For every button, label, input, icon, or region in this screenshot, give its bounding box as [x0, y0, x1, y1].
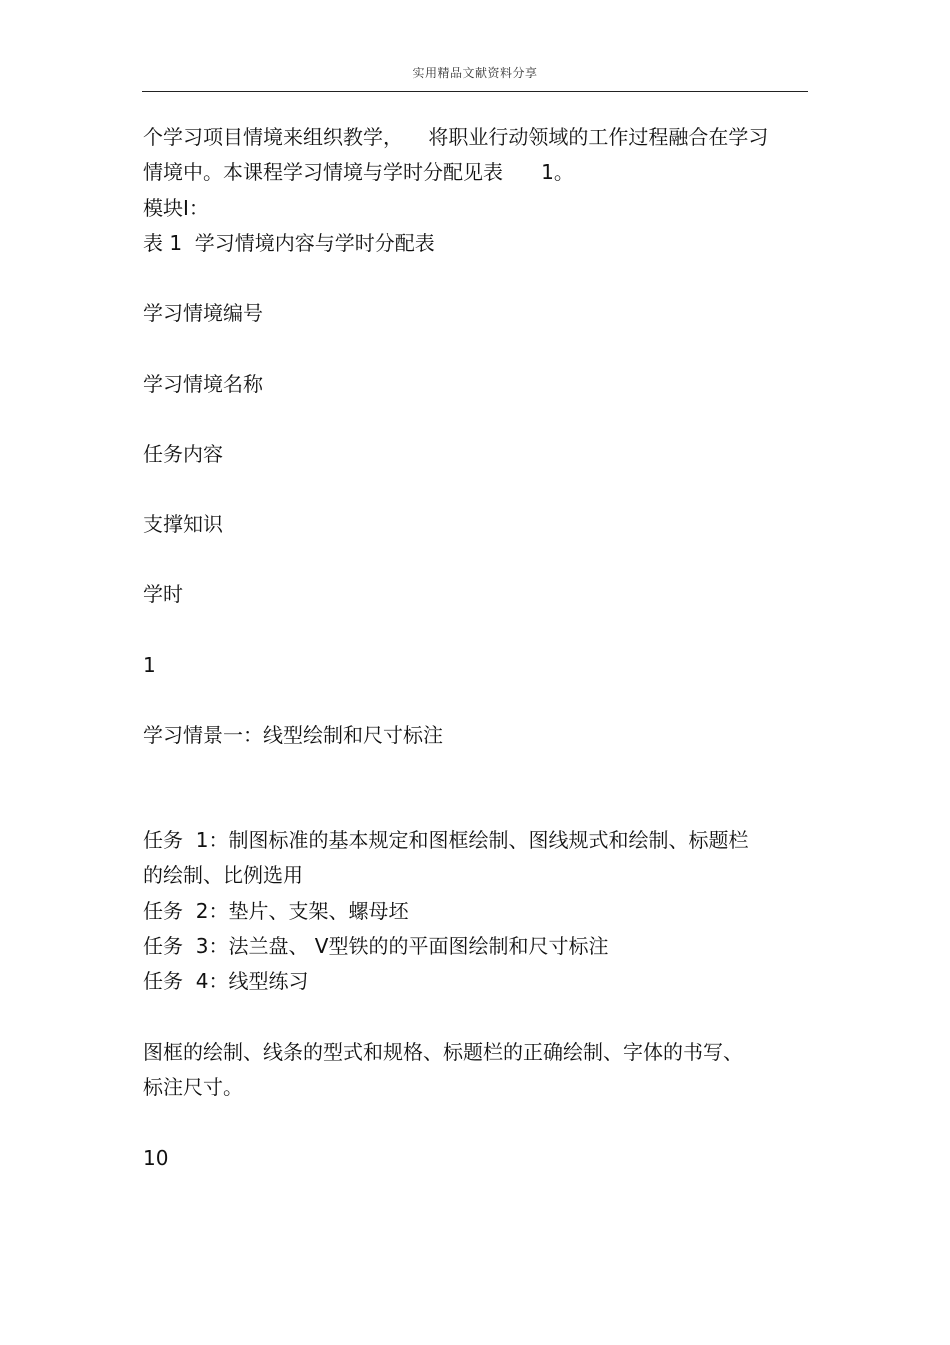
intro-paragraph-line-1: 个学习项目情境来组织教学， 将职业行动领域的工作过程融合在学习 — [143, 125, 769, 149]
task-line-5: 任务 4：线型练习 — [143, 969, 309, 993]
column-header-tasks: 任务内容 — [143, 442, 223, 466]
task-line-4: 任务 3：法兰盘、 V型铁的的平面图绘制和尺寸标注 — [143, 934, 609, 958]
row-hours: 10 — [143, 1146, 169, 1170]
module-label: 模块Ⅰ： — [143, 196, 209, 220]
row-situation-name: 学习情景一：线型绘制和尺寸标注 — [143, 723, 443, 747]
task-line-2: 的绘制、比例选用 — [143, 863, 303, 887]
column-header-knowledge: 支撑知识 — [143, 512, 223, 536]
task-line-3: 任务 2：垫片、支架、螺母坯 — [143, 899, 409, 923]
column-header-name: 学习情境名称 — [143, 372, 263, 396]
task-line-1: 任务 1：制图标准的基本规定和图框绘制、图线规式和绘制、标题栏 — [143, 828, 749, 852]
intro-paragraph-line-2: 情境中。本课程学习情境与学时分配见表 1。 — [143, 160, 574, 184]
knowledge-line-2: 标注尺寸。 — [143, 1075, 243, 1099]
row-number: 1 — [143, 653, 156, 677]
column-header-number: 学习情境编号 — [143, 301, 263, 325]
knowledge-line-1: 图框的绘制、线条的型式和规格、标题栏的正确绘制、字体的书写、 — [143, 1040, 743, 1064]
page-header-title: 实用精品文献资料分享 — [412, 66, 538, 80]
header-divider — [142, 91, 808, 92]
table-caption: 表 1 学习情境内容与学时分配表 — [143, 231, 435, 255]
column-header-hours: 学时 — [143, 582, 183, 606]
